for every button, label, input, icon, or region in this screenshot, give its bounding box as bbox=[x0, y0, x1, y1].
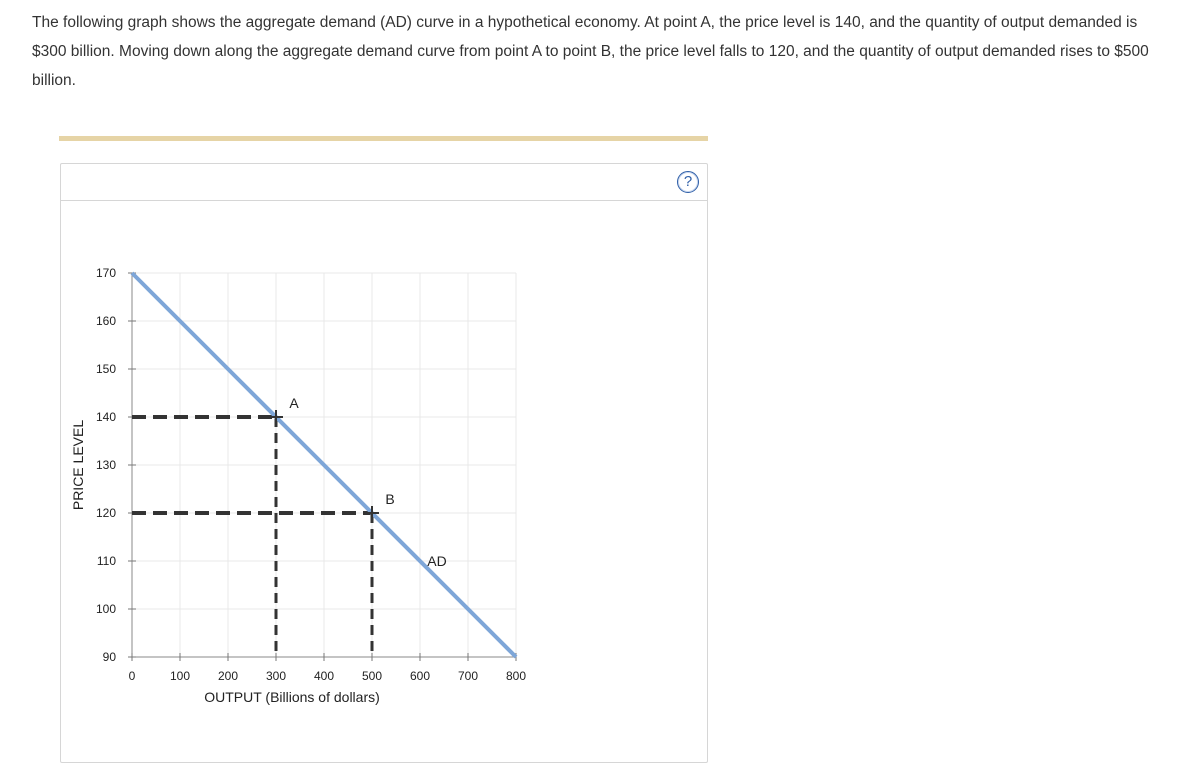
x-tick-label: 600 bbox=[409, 669, 431, 683]
y-tick-label: 110 bbox=[96, 554, 116, 568]
x-tick-label: 500 bbox=[361, 669, 383, 683]
help-icon[interactable]: ? bbox=[677, 171, 699, 193]
x-tick-label: 300 bbox=[265, 669, 287, 683]
y-tick-label: 90 bbox=[102, 650, 116, 664]
y-tick-label: 120 bbox=[95, 506, 116, 520]
question-text: The following graph shows the aggregate demand (AD) curve in a hypothetical economy. At point A, the price level is 140, and the quantity of output demanded is $300 billion. Moving down along the aggregate demand curve from point A to point B, the price level falls to 120, and the quantity of output demanded rises to $500 billion. bbox=[32, 14, 1149, 89]
x-tick-label: 400 bbox=[313, 669, 335, 683]
x-tick-label: 800 bbox=[505, 669, 527, 683]
ad-curve-label: AD bbox=[427, 553, 447, 569]
y-tick-label: 150 bbox=[95, 362, 116, 376]
point-a-label: A bbox=[289, 395, 299, 411]
x-axis-title: OUTPUT (Billions of dollars) bbox=[204, 689, 380, 705]
x-tick-label: 100 bbox=[169, 669, 191, 683]
x-tick-label: 0 bbox=[128, 669, 136, 683]
y-tick-label: 160 bbox=[95, 314, 116, 328]
y-axis-title: PRICE LEVEL bbox=[70, 419, 86, 511]
x-tick-label: 200 bbox=[217, 669, 239, 683]
y-tick-label: 170 bbox=[95, 266, 116, 280]
y-tick-label: 100 bbox=[95, 602, 116, 616]
y-tick-label: 130 bbox=[95, 458, 116, 472]
y-tick-label: 140 bbox=[95, 410, 116, 424]
point-b-label: B bbox=[385, 491, 395, 507]
x-tick-label: 700 bbox=[457, 669, 479, 683]
